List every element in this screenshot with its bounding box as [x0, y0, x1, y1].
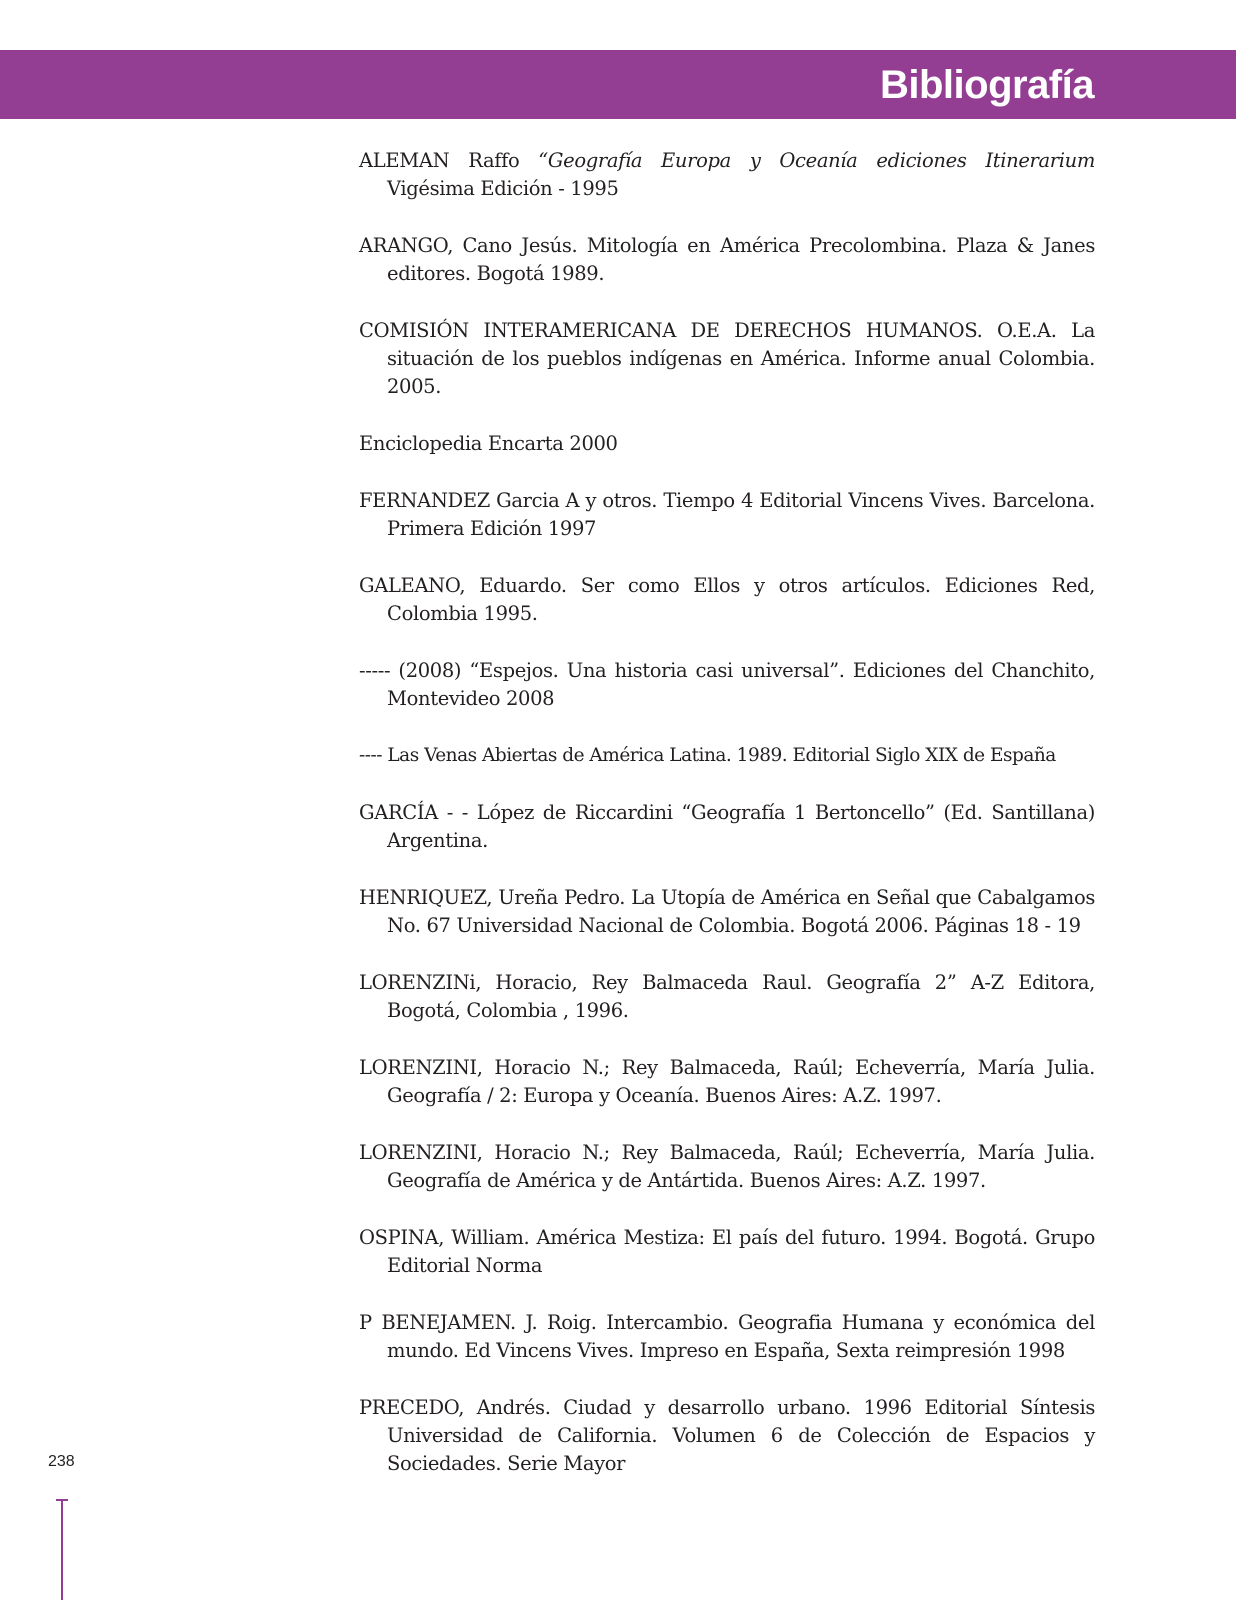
bibliography-entry — [359, 742, 1095, 770]
bibliography-entry — [359, 1139, 1095, 1195]
entry-text: COMISIÓN INTERAMERICANA DE DERECHOS HUMANOS. O.E.A. La situación de los pueblos indígenas en América. Informe anual Colombia. 2005. — [359, 319, 1095, 398]
entry-text: ALEMAN Raffo — [359, 149, 539, 172]
entry-text: OSPINA, William. América Mestiza: El país del futuro. 1994. Bogotá. Grupo Editorial Norma — [359, 1226, 1095, 1277]
entry-text: PRECEDO, Andrés. Ciudad y desarrollo urbano. 1996 Editorial Síntesis Universidad de California. Volumen 6 de Colección de Espacios y Sociedades. Serie Mayor — [359, 1396, 1095, 1475]
entry-text: GARCÍA - - López de Riccardini “Geografía 1 Bertoncello” (Ed. Santillana) Argentina. — [359, 801, 1095, 852]
bibliography-entry — [359, 1394, 1095, 1478]
bibliography-entry — [359, 317, 1095, 401]
entry-text: P BENEJAMEN. J. Roig. Intercambio. Geografia Humana y económica del mundo. Ed Vincens Vives. Impreso en España, Sexta reimpresión 1998 — [359, 1311, 1095, 1362]
entry-text: ARANGO, Cano Jesús. Mitología en América Precolombina. Plaza & Janes editores. Bogotá 1989. — [359, 234, 1095, 285]
entry-text: FERNANDEZ Garcia A y otros. Tiempo 4 Editorial Vincens Vives. Barcelona. Primera Edición 1997 — [359, 489, 1095, 540]
entry-text: ----- (2008) “Espejos. Una historia casi universal”. Ediciones del Chanchito, Montevideo 2008 — [359, 659, 1095, 710]
entry-text-rest: Vigésima Edición - 1995 — [387, 177, 619, 200]
bibliography-entry — [359, 1054, 1095, 1110]
bibliography-entry — [359, 147, 1095, 203]
entry-text: LORENZINI, Horacio N.; Rey Balmaceda, Raúl; Echeverría, María Julia. Geografía de América y de Antártida. Buenos Aires: A.Z. 1997. — [359, 1141, 1095, 1192]
entry-text: GALEANO, Eduardo. Ser como Ellos y otros artículos. Ediciones Red, Colombia 1995. — [359, 574, 1095, 625]
bibliography-entry — [359, 430, 1095, 458]
entry-text: Enciclopedia Encarta 2000 — [359, 432, 618, 455]
entry-text: LORENZINi, Horacio, Rey Balmaceda Raul. Geografía 2” A-Z Editora, Bogotá, Colombia , 1996. — [359, 971, 1095, 1022]
bibliography-entry — [359, 572, 1095, 628]
bibliography-entry — [359, 487, 1095, 543]
bibliography-entry — [359, 657, 1095, 713]
bibliography-entry — [359, 1224, 1095, 1280]
bibliography-entry — [359, 799, 1095, 855]
bibliography-list — [359, 147, 1095, 1507]
entry-text: LORENZINI, Horacio N.; Rey Balmaceda, Raúl; Echeverría, María Julia. Geografía / 2: Europa y Oceanía. Buenos Aires: A.Z. 1997. — [359, 1056, 1095, 1107]
entry-title-italic: “Geografía Europa y Oceanía ediciones Itinerarium — [538, 149, 1095, 172]
bibliography-entry — [359, 232, 1095, 288]
margin-line — [61, 1499, 63, 1600]
entry-text: ---- Las Venas Abiertas de América Latina. 1989. Editorial Siglo XIX de España — [359, 745, 1056, 766]
page-number: 238 — [48, 1453, 75, 1470]
bibliography-entry — [359, 1309, 1095, 1365]
bibliography-entry — [359, 969, 1095, 1025]
page-title: Bibliografía — [879, 63, 1094, 107]
header-band — [0, 50, 1236, 119]
entry-text: HENRIQUEZ, Ureña Pedro. La Utopía de América en Señal que Cabalgamos No. 67 Universidad Nacional de Colombia. Bogotá 2006. Páginas 18 - 19 — [359, 886, 1095, 937]
bibliography-entry — [359, 884, 1095, 940]
